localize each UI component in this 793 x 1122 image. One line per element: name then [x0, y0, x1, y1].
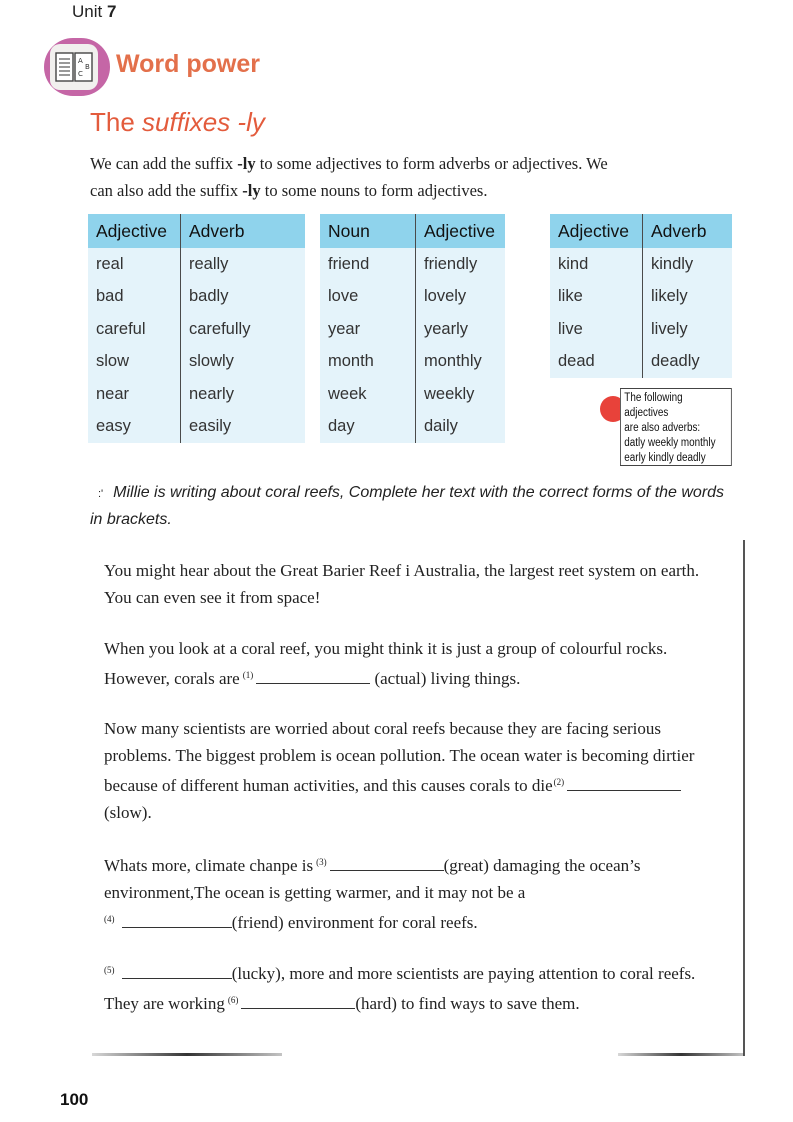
suffix-bold: -ly: [242, 181, 261, 200]
table-cell: easily: [181, 411, 306, 444]
table-cell: badly: [181, 281, 306, 314]
table-adjective-adverb-1: [88, 214, 305, 443]
table-cell: day: [320, 411, 416, 444]
story-paragraph-2: [104, 635, 724, 692]
table-cell: kind: [550, 248, 643, 281]
table-cell: real: [88, 248, 181, 281]
book-icon: [50, 44, 98, 90]
page-number: 100: [60, 1090, 89, 1109]
table-header: Adverb: [181, 214, 306, 248]
table-row: [320, 346, 505, 379]
section-subtitle: [90, 107, 265, 138]
word-power-badge: [44, 38, 110, 96]
section-title: Word power: [116, 50, 260, 78]
table-cell: really: [181, 248, 306, 281]
story-text: (great) damaging the ocean’s environment,The ocean is getting warmer, and it may not be a: [104, 856, 641, 902]
answer-blank-3[interactable]: [330, 856, 444, 871]
unit-number: 7: [106, 2, 117, 21]
story-paragraph-3: [104, 715, 724, 826]
note-line: The following adjectives: [624, 392, 683, 419]
blank-number: (1): [242, 670, 254, 680]
answer-blank-5[interactable]: [122, 964, 232, 979]
table-row: [88, 281, 305, 314]
table-header: Adjective: [88, 214, 181, 248]
table-row: [320, 378, 505, 411]
answer-blank-4[interactable]: [122, 913, 232, 928]
table-cell: nearly: [181, 378, 306, 411]
table-row: [320, 248, 505, 281]
table-cell: love: [320, 281, 416, 314]
intro-paragraph: [90, 150, 730, 204]
story-text: Now many scientists are worried about coral reefs because they are facing serious problems. The biggest problem is ocean pollution. The ocean water is becoming dirtier because of different human activities, and this causes corals to die: [104, 719, 695, 795]
intro-text: can also add the suffix: [90, 181, 243, 200]
table-cell: yearly: [416, 313, 506, 346]
table-cell: like: [550, 281, 643, 314]
svg-text:C: C: [78, 70, 83, 78]
table-noun-adjective: [320, 214, 505, 443]
blank-number: (2): [553, 777, 565, 787]
note-line: are also adverbs:: [624, 422, 701, 434]
table-row: [88, 248, 305, 281]
table-row: [88, 411, 305, 444]
story-text: (hard) to find ways to save them.: [355, 994, 580, 1013]
blank-number: (4): [104, 914, 115, 924]
story-text: Whats more, climate chanpe is: [104, 856, 314, 875]
blank-number: (6): [227, 995, 239, 1005]
table-cell: bad: [88, 281, 181, 314]
table-cell: friend: [320, 248, 416, 281]
table-cell: month: [320, 346, 416, 379]
story-paragraph-1: [104, 557, 724, 611]
unit-prefix: Unit: [72, 2, 103, 21]
story-text: (slow).: [104, 803, 152, 822]
table-cell: slowly: [181, 346, 306, 379]
table-cell: friendly: [416, 248, 506, 281]
table-cell: week: [320, 378, 416, 411]
unit-label: [72, 2, 116, 22]
table-row: [88, 346, 305, 379]
box-bottom-line: [92, 1053, 282, 1056]
story-text: When you look at a coral reef, you might think it is just a group of colourful rocks. However, corals are: [104, 639, 668, 688]
note-box: [620, 388, 732, 466]
box-bottom-line: [618, 1053, 744, 1056]
table-cell: lively: [643, 313, 733, 346]
table-row: [550, 281, 732, 314]
suffix-bold: -ly: [237, 154, 256, 173]
table-cell: live: [550, 313, 643, 346]
table-row: [320, 411, 505, 444]
table-row: [320, 281, 505, 314]
table-cell: daily: [416, 411, 506, 444]
table-row: [550, 313, 732, 346]
table-cell: carefully: [181, 313, 306, 346]
table-header: Noun: [320, 214, 416, 248]
note-line: early kindly deadly: [624, 452, 706, 464]
table-cell: slow: [88, 346, 181, 379]
table-cell: deadly: [643, 346, 733, 379]
table-cell: monthly: [416, 346, 506, 379]
story-text: You might hear about the Great Barier Reef i Australia, the largest reet system on earth. You can even see it from space!: [104, 561, 700, 607]
table-adjective-adverb-2: [550, 214, 732, 378]
story-text: (lucky), more and more scientists are paying attention to coral reefs. They are working: [104, 964, 696, 1013]
intro-text: to some adjectives to form adverbs or adjectives. We: [255, 154, 608, 173]
table-cell: easy: [88, 411, 181, 444]
blank-number: (3): [316, 857, 327, 867]
intro-text: to some nouns to form adjectives.: [260, 181, 488, 200]
table-row: [88, 313, 305, 346]
table-row: [320, 313, 505, 346]
note-line: datly weekly monthly: [624, 437, 716, 449]
story-text: (actual) living things.: [374, 669, 521, 688]
table-cell: lovely: [416, 281, 506, 314]
table-cell: kindly: [643, 248, 733, 281]
table-header: Adverb: [643, 214, 733, 248]
table-row: [550, 346, 732, 379]
svg-text:A: A: [78, 57, 83, 65]
blank-number: (5): [104, 965, 115, 975]
svg-text:B: B: [85, 63, 90, 71]
table-header: Adjective: [416, 214, 506, 248]
table-row: [88, 378, 305, 411]
answer-blank-1[interactable]: [256, 669, 370, 684]
table-cell: weekly: [416, 378, 506, 411]
table-cell: year: [320, 313, 416, 346]
story-paragraph-4: [104, 849, 724, 936]
answer-blank-2[interactable]: [567, 776, 681, 791]
subtitle-prefix: The: [90, 107, 135, 137]
story-paragraph-5: [104, 957, 724, 1017]
instruction-marker: :': [98, 488, 104, 500]
table-cell: near: [88, 378, 181, 411]
exercise-instruction: [90, 480, 740, 532]
table-cell: dead: [550, 346, 643, 379]
intro-text: We can add the suffix: [90, 154, 238, 173]
story-text: (friend) environment for coral reefs.: [231, 913, 478, 932]
instruction-text: Millie is writing about coral reefs, Complete her text with the correct forms of the words in brackets.: [90, 484, 725, 528]
subtitle-italic: suffixes -ly: [142, 107, 265, 137]
table-row: [550, 248, 732, 281]
table-cell: careful: [88, 313, 181, 346]
table-header: Adjective: [550, 214, 643, 248]
answer-blank-6[interactable]: [241, 994, 355, 1009]
table-cell: likely: [643, 281, 733, 314]
